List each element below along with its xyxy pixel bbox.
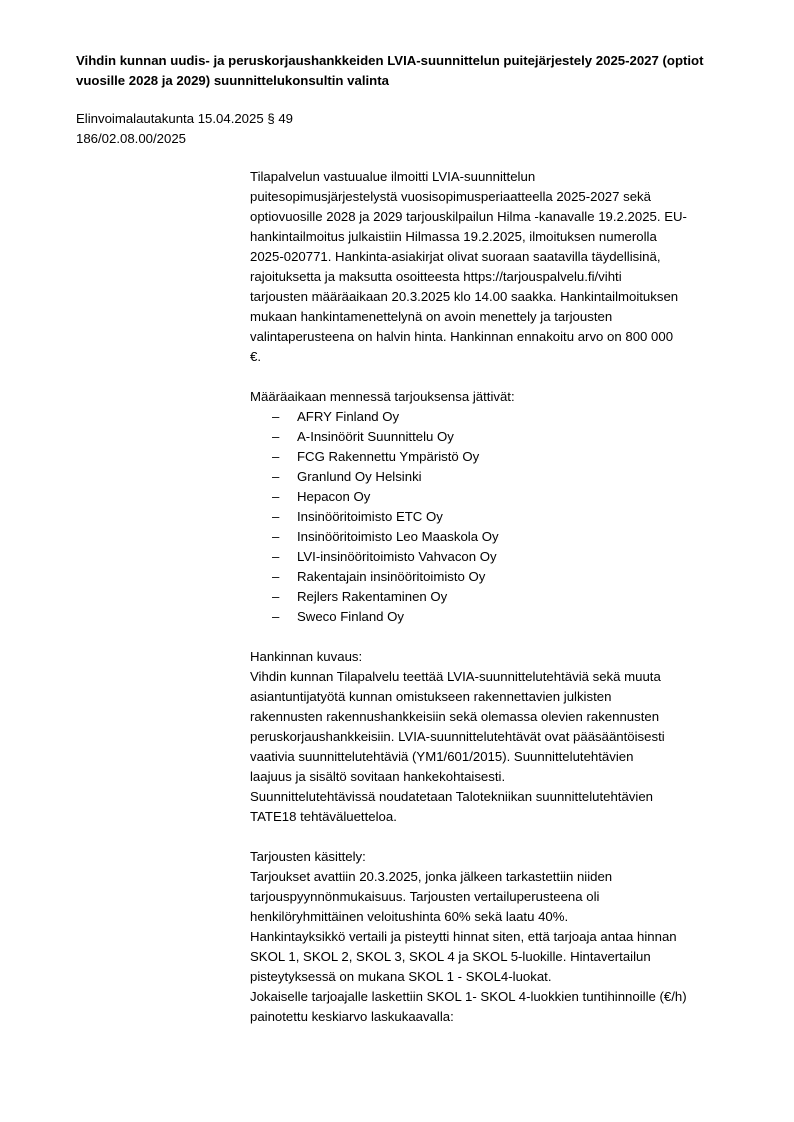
list-item: [250, 407, 740, 427]
description-line: Vihdin kunnan Tilapalvelu teettää LVIA-suunnittelutehtäviä sekä muuta: [250, 669, 661, 684]
description-line: asiantuntijatyötä kunnan omistukseen rakennettavien julkisten: [250, 689, 612, 704]
processing-line: SKOL 1, SKOL 2, SKOL 3, SKOL 4 ja SKOL 5-luokille. Hintavertailun: [250, 949, 651, 964]
intro-line: optiovuosille 2028 ja 2029 tarjouskilpailun Hilma -kanavalle 19.2.2025. EU-: [250, 209, 687, 224]
bidder-name: LVI-insinööritoimisto Vahvacon Oy: [297, 549, 497, 564]
description-line: TATE18 tehtäväluetteloa.: [250, 809, 397, 824]
list-item: [250, 567, 740, 587]
list-item: [250, 467, 740, 487]
dash-bullet: –: [272, 569, 280, 584]
meeting-reference: Elinvoimalautakunta 15.04.2025 § 49: [76, 111, 294, 126]
dash-bullet: –: [272, 409, 280, 424]
intro-paragraph: [250, 167, 740, 367]
bidders-list: [250, 407, 740, 627]
description-heading: Hankinnan kuvaus:: [250, 649, 363, 664]
intro-line: puitesopimusjärjestelystä vuosisopimusperiaatteella 2025-2027 sekä: [250, 189, 651, 204]
intro-line: €.: [250, 349, 261, 364]
intro-line: Tilapalvelun vastuualue ilmoitti LVIA-suunnittelun: [250, 169, 536, 184]
processing-line: pisteytyksessä on mukana SKOL 1 - SKOL4-luokat.: [250, 969, 552, 984]
processing-line: painotettu keskiarvo laskukaavalla:: [250, 1009, 454, 1024]
intro-line: 2025-020771. Hankinta-asiakirjat olivat suoraan saatavilla täydellisinä,: [250, 249, 661, 264]
list-item: [250, 547, 740, 567]
processing-line: Hankintayksikkö vertaili ja pisteytti hinnat siten, että tarjoaja antaa hinnan: [250, 929, 677, 944]
document-title: Vihdin kunnan uudis- ja peruskorjaushankkeiden LVIA-suunnittelun puitejärjestely 2025-2027 (optiot vuosille 2028 ja 2029) suunnittelukonsultin valinta: [76, 53, 704, 88]
list-item: [250, 487, 740, 507]
intro-line: valintaperusteena on halvin hinta. Hankinnan ennakoitu arvo on 800 000: [250, 329, 674, 344]
intro-line: tarjousten määräaikaan 20.3.2025 klo 14.00 saakka. Hankintailmoituksen: [250, 289, 679, 304]
processing-line: Jokaiselle tarjoajalle laskettiin SKOL 1- SKOL 4-luokkien tuntihinnoille (€/h): [250, 989, 687, 1004]
bidder-name: Sweco Finland Oy: [297, 609, 405, 624]
processing-line: tarjouspyynnönmukaisuus. Tarjousten vertailuperusteena oli: [250, 889, 600, 904]
bidder-name: FCG Rakennettu Ympäristö Oy: [297, 449, 480, 464]
dash-bullet: –: [272, 549, 280, 564]
description-line: peruskorjaushankkeisiin. LVIA-suunnittelutehtävät ovat pääsääntöisesti: [250, 729, 665, 744]
list-item: [250, 427, 740, 447]
list-item: [250, 527, 740, 547]
bidders-heading: Määräaikaan mennessä tarjouksensa jättivät:: [250, 389, 515, 404]
dash-bullet: –: [272, 589, 280, 604]
bidder-name: Rakentajain insinööritoimisto Oy: [297, 569, 486, 584]
list-item: [250, 607, 740, 627]
intro-line: hankintailmoitus julkaistiin Hilmassa 19.2.2025, ilmoituksen numerolla: [250, 229, 657, 244]
bidder-name: AFRY Finland Oy: [297, 409, 400, 424]
dash-bullet: –: [272, 529, 280, 544]
processing-line: Tarjoukset avattiin 20.3.2025, jonka jälkeen tarkastettiin niiden: [250, 869, 613, 884]
description-line: rakennusten rakennushankkeisiin sekä olemassa olevien rakennusten: [250, 709, 660, 724]
dash-bullet: –: [272, 609, 280, 624]
record-number: 186/02.08.00/2025: [76, 131, 187, 146]
list-item: [250, 587, 740, 607]
dash-bullet: –: [272, 509, 280, 524]
dash-bullet: –: [272, 489, 280, 504]
processing-section: [250, 847, 740, 1027]
bidder-name: Hepacon Oy: [297, 489, 371, 504]
description-section: [250, 647, 740, 827]
description-line: Suunnittelutehtävissä noudatetaan Talotekniikan suunnittelutehtävien: [250, 789, 654, 804]
list-item: [250, 507, 740, 527]
description-line: laajuus ja sisältö sovitaan hankekohtaisesti.: [250, 769, 506, 784]
intro-line: rajoituksetta ja maksutta osoitteesta https://tarjouspalvelu.fi/vihti: [250, 269, 622, 284]
description-line: vaativia suunnittelutehtäviä (YM1/601/2015). Suunnittelutehtävien: [250, 749, 634, 764]
bidder-name: Rejlers Rakentaminen Oy: [297, 589, 448, 604]
processing-line: henkilöryhmittäinen veloitushinta 60% sekä laatu 40%.: [250, 909, 569, 924]
document-body: [250, 167, 740, 1027]
intro-line: mukaan hankintamenettelynä on avoin menettely ja tarjousten: [250, 309, 613, 324]
processing-heading: Tarjousten käsittely:: [250, 849, 366, 864]
bidder-name: Insinööritoimisto ETC Oy: [297, 509, 443, 524]
bidder-name: Insinööritoimisto Leo Maaskola Oy: [297, 529, 499, 544]
bidder-name: Granlund Oy Helsinki: [297, 469, 422, 484]
dash-bullet: –: [272, 469, 280, 484]
dash-bullet: –: [272, 429, 280, 444]
dash-bullet: –: [272, 449, 280, 464]
list-item: [250, 447, 740, 467]
bidder-name: A-Insinöörit Suunnittelu Oy: [297, 429, 454, 444]
meeting-info: [76, 109, 293, 149]
